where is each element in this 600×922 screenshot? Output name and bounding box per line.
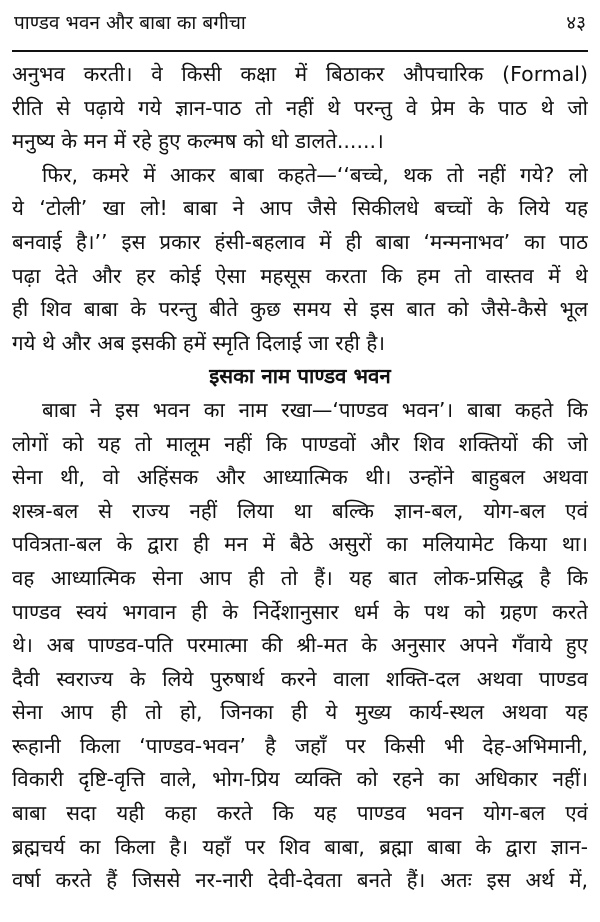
body-text [12,58,588,898]
text-line: ये ‘टोली’ खा लो! बाबा ने आप जैसे सिकीलधे बच्चों के लिये यह [12,196,588,221]
text-line: बाबा सदा यही कहा करते कि यह पाण्डव भवन योग-बल एवं [12,801,588,826]
text-line: पवित्रता-बल के द्वारा ही मन में बैठे असुरों का मलियामेट किया था। [12,532,588,557]
text-line: गये थे और अब इसकी हमें स्मृति दिलाई जा रही है। [12,330,385,355]
text-line: पढ़ा देते और हर कोई ऐसा महसूस करता कि हम तो वास्तव में थे [12,263,588,288]
text-line: दैवी स्वराज्य के लिये पुरुषार्थ करने वाला शक्ति-दल अथवा पाण्डव [12,666,588,691]
header-title: पाण्डव भवन और बाबा का बगीचा [14,12,246,34]
text-line: सेना थी, वो अहिंसक और आध्यात्मिक थी। उन्होंने बाहुबल अथवा [12,465,588,490]
text-line: ही शिव बाबा के परन्तु बीते कुछ समय से इस बात को जैसे-कैसे भूल [12,297,588,322]
text-line: ब्रह्मचर्य का किला है। यहाँ पर शिव बाबा, ब्रह्मा बाबा के द्वारा ज्ञान- [12,834,588,859]
text-line: थे। अब पाण्डव-पति परमात्मा की श्री-मत के अनुसार अपने गँवाये हुए [12,633,588,658]
running-header [14,8,586,44]
text-line: वह आध्यात्मिक सेना आप ही तो हैं। यह बात लोक-प्रसिद्ध है कि [12,565,588,590]
text-line: सेना आप ही तो हो, जिनका ही ये मुख्य कार्य-स्थल अथवा यह [12,700,588,725]
paragraph-3 [12,394,588,898]
text-line: विकारी दृष्टि-वृत्ति वाले, भोग-प्रिय व्यक्ति को रहने का अधिकार नहीं। [12,767,588,792]
text-line: अनुभव करती। वे किसी कक्षा में बिठाकर औपचारिक (Formal) [12,62,588,86]
text-line: फिर, कमरे में आकर बाबा कहते—‘‘बच्चे, थक तो नहीं गये? लो [42,162,588,187]
paragraph-1 [12,58,588,159]
text-line: शस्त्र-बल से राज्य नहीं लिया था बल्कि ज्ञान-बल, योग-बल एवं [12,498,588,523]
paragraph-2 [12,159,588,361]
page-number: ४३ [566,12,586,34]
text-line: रीति से पढ़ाये गये ज्ञान-पाठ तो नहीं थे परन्तु वे प्रेम के पाठ थे जो [12,95,588,120]
header-divider [12,50,588,52]
text-line: रूहानी किला ‘पाण्डव-भवन’ है जहाँ पर किसी भी देह-अभिमानी, [12,733,588,758]
text-line: पाण्डव स्वयं भगवान ही के निर्देशानुसार धर्म के पथ को ग्रहण करते [12,599,588,624]
text-line: वर्षा करते हैं जिससे नर-नारी देवी-देवता बनते हैं। अतः इस अर्थ में, [12,868,588,893]
text-line: बनवाई है।’’ इस प्रकार हंसी-बहलाव में ही बाबा ‘मन्मनाभव’ का पाठ [12,229,588,254]
text-line: मनुष्य के मन में रहे हुए कल्मष को धो डालते......। [12,129,384,154]
text-line: बाबा ने इस भवन का नाम रखा—‘पाण्डव भवन’। बाबा कहते कि [42,397,588,422]
section-heading: इसका नाम पाण्डव भवन [209,364,391,389]
text-line: लोगों को यह तो मालूम नहीं कि पाण्डवों और शिव शक्तियों की जो [12,431,588,456]
